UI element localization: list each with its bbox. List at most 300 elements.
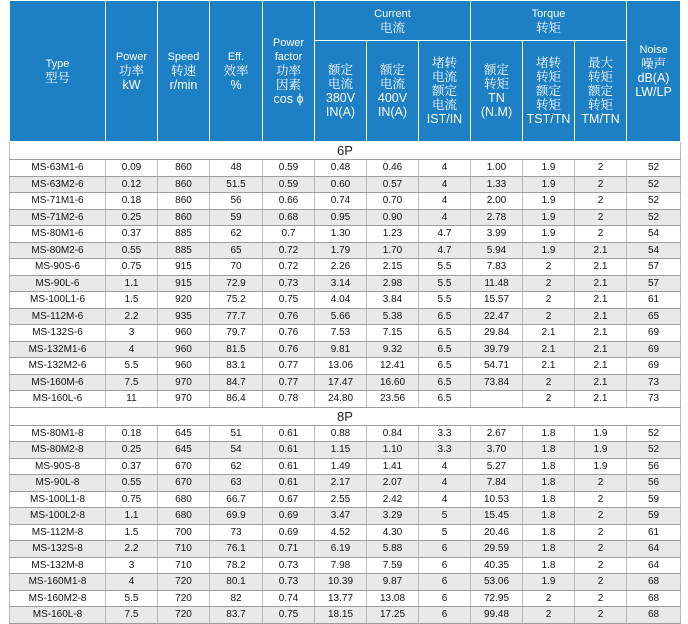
model-cell: MS-132S-6	[10, 325, 106, 342]
header-current-400v: 额定 电流 400V IN(A)	[367, 41, 419, 142]
value-cell: 0.67	[263, 491, 315, 508]
value-cell: 0.18	[106, 425, 158, 442]
value-cell: 79.7	[210, 325, 263, 342]
value-cell: 2.15	[367, 259, 419, 276]
value-cell: 0.73	[263, 275, 315, 292]
value-cell: 9.87	[367, 574, 419, 591]
value-cell	[471, 391, 523, 408]
motor-spec-table-wrapper	[9, 0, 680, 624]
value-cell: 860	[158, 209, 210, 226]
value-cell: 645	[158, 442, 210, 459]
value-cell: 29.84	[471, 325, 523, 342]
value-cell: 2.78	[471, 209, 523, 226]
value-cell: 59	[210, 209, 263, 226]
value-cell: 12.41	[367, 358, 419, 375]
value-cell: 76.1	[210, 541, 263, 558]
value-cell: 0.69	[263, 524, 315, 541]
value-cell: 51	[210, 425, 263, 442]
value-cell: 2.67	[471, 425, 523, 442]
value-cell: 1.30	[315, 226, 367, 243]
value-cell: 860	[158, 193, 210, 210]
table-row	[10, 425, 681, 442]
value-cell: 13.06	[315, 358, 367, 375]
value-cell: 52	[627, 442, 681, 459]
model-cell: MS-71M2-6	[10, 209, 106, 226]
value-cell: 0.95	[315, 209, 367, 226]
model-cell: MS-80M2-6	[10, 242, 106, 259]
value-cell: 2.98	[367, 275, 419, 292]
value-cell: 77.7	[210, 308, 263, 325]
value-cell: 0.75	[106, 491, 158, 508]
value-cell: 1.8	[523, 508, 575, 525]
value-cell: 3	[106, 557, 158, 574]
value-cell: 4	[419, 160, 471, 177]
value-cell: 7.84	[471, 475, 523, 492]
table-body	[10, 142, 681, 624]
value-cell: 0.76	[263, 325, 315, 342]
value-cell: 1.8	[523, 557, 575, 574]
table-row	[10, 475, 681, 492]
value-cell: 48	[210, 160, 263, 177]
value-cell: 2	[575, 557, 627, 574]
value-cell: 2.1	[575, 391, 627, 408]
value-cell: 2	[575, 541, 627, 558]
value-cell: 64	[627, 541, 681, 558]
value-cell: 0.59	[263, 176, 315, 193]
table-row	[10, 209, 681, 226]
model-cell: MS-160L-8	[10, 607, 106, 624]
value-cell: 2	[575, 607, 627, 624]
value-cell: 72.95	[471, 590, 523, 607]
value-cell: 5.5	[419, 275, 471, 292]
value-cell: 23.56	[367, 391, 419, 408]
value-cell: 970	[158, 374, 210, 391]
value-cell: 22.47	[471, 308, 523, 325]
value-cell: 0.75	[263, 607, 315, 624]
table-row	[10, 259, 681, 276]
value-cell: 4.7	[419, 242, 471, 259]
value-cell: 2	[523, 308, 575, 325]
value-cell: 1.5	[106, 292, 158, 309]
value-cell: 1.8	[523, 442, 575, 459]
value-cell: 0.75	[263, 292, 315, 309]
value-cell: 0.76	[263, 341, 315, 358]
value-cell: 0.73	[263, 557, 315, 574]
table-row	[10, 308, 681, 325]
value-cell: 4.52	[315, 524, 367, 541]
value-cell: 0.76	[263, 308, 315, 325]
value-cell: 0.61	[263, 425, 315, 442]
value-cell: 6.5	[419, 374, 471, 391]
value-cell: 39.79	[471, 341, 523, 358]
value-cell: 6.5	[419, 358, 471, 375]
value-cell: 700	[158, 524, 210, 541]
value-cell: 2	[523, 292, 575, 309]
value-cell: 4	[106, 574, 158, 591]
table-row	[10, 508, 681, 525]
value-cell: 680	[158, 508, 210, 525]
value-cell: 0.18	[106, 193, 158, 210]
value-cell: 4.30	[367, 524, 419, 541]
value-cell: 2.42	[367, 491, 419, 508]
value-cell: 68	[627, 574, 681, 591]
value-cell: 0.69	[263, 508, 315, 525]
table-row	[10, 193, 681, 210]
value-cell: 4	[419, 458, 471, 475]
value-cell: 68	[627, 607, 681, 624]
value-cell: 80.1	[210, 574, 263, 591]
value-cell: 1.8	[523, 475, 575, 492]
model-cell: MS-112M-6	[10, 308, 106, 325]
value-cell: 0.25	[106, 209, 158, 226]
value-cell: 1.33	[471, 176, 523, 193]
table-row	[10, 590, 681, 607]
value-cell: 1.70	[367, 242, 419, 259]
value-cell: 5.5	[106, 358, 158, 375]
value-cell: 0.84	[367, 425, 419, 442]
value-cell: 2.26	[315, 259, 367, 276]
model-cell: MS-160M1-8	[10, 574, 106, 591]
value-cell: 1.9	[523, 193, 575, 210]
value-cell: 40.35	[471, 557, 523, 574]
value-cell: 6.5	[419, 325, 471, 342]
value-cell: 7.98	[315, 557, 367, 574]
value-cell: 0.90	[367, 209, 419, 226]
value-cell: 5	[419, 508, 471, 525]
value-cell: 920	[158, 292, 210, 309]
value-cell: 0.46	[367, 160, 419, 177]
header-power: Power 功率 kW	[106, 1, 158, 142]
value-cell: 83.1	[210, 358, 263, 375]
value-cell: 2.1	[575, 242, 627, 259]
value-cell: 0.61	[263, 442, 315, 459]
value-cell: 1.5	[106, 524, 158, 541]
value-cell: 52	[627, 209, 681, 226]
value-cell: 17.47	[315, 374, 367, 391]
value-cell: 62	[210, 226, 263, 243]
model-cell: MS-112M-8	[10, 524, 106, 541]
value-cell: 56	[210, 193, 263, 210]
value-cell: 5.5	[106, 590, 158, 607]
value-cell: 78.2	[210, 557, 263, 574]
value-cell: 64	[627, 557, 681, 574]
value-cell: 0.75	[106, 259, 158, 276]
header-rated-torque: 额定 转矩 TN (N.M)	[471, 41, 523, 142]
value-cell: 4.7	[419, 226, 471, 243]
table-row	[10, 160, 681, 177]
value-cell: 1.9	[523, 574, 575, 591]
value-cell: 935	[158, 308, 210, 325]
value-cell: 5.38	[367, 308, 419, 325]
value-cell: 10.39	[315, 574, 367, 591]
value-cell: 1.9	[523, 160, 575, 177]
value-cell: 61	[627, 292, 681, 309]
value-cell: 18.15	[315, 607, 367, 624]
value-cell: 65	[210, 242, 263, 259]
value-cell: 2.1	[523, 325, 575, 342]
value-cell: 2.2	[106, 308, 158, 325]
value-cell: 6.19	[315, 541, 367, 558]
value-cell: 17.25	[367, 607, 419, 624]
section-row	[10, 142, 681, 160]
value-cell: 0.74	[315, 193, 367, 210]
value-cell: 2.1	[575, 275, 627, 292]
value-cell: 2.2	[106, 541, 158, 558]
value-cell: 73	[210, 524, 263, 541]
value-cell: 960	[158, 325, 210, 342]
value-cell: 1.8	[523, 458, 575, 475]
value-cell: 1.1	[106, 275, 158, 292]
value-cell: 860	[158, 160, 210, 177]
table-row	[10, 391, 681, 408]
value-cell: 3	[106, 325, 158, 342]
model-cell: MS-90S-8	[10, 458, 106, 475]
value-cell: 3.47	[315, 508, 367, 525]
value-cell: 1.41	[367, 458, 419, 475]
value-cell: 670	[158, 475, 210, 492]
value-cell: 2	[575, 209, 627, 226]
model-cell: MS-160M2-8	[10, 590, 106, 607]
value-cell: 1.8	[523, 425, 575, 442]
value-cell: 69.9	[210, 508, 263, 525]
value-cell: 2.1	[523, 341, 575, 358]
value-cell: 84.7	[210, 374, 263, 391]
value-cell: 0.25	[106, 442, 158, 459]
value-cell: 0.77	[263, 358, 315, 375]
value-cell: 2	[575, 524, 627, 541]
value-cell: 61	[627, 524, 681, 541]
value-cell: 99.48	[471, 607, 523, 624]
value-cell: 3.70	[471, 442, 523, 459]
value-cell: 3.14	[315, 275, 367, 292]
value-cell: 2.1	[523, 358, 575, 375]
value-cell: 63	[210, 475, 263, 492]
value-cell: 0.60	[315, 176, 367, 193]
value-cell: 16.60	[367, 374, 419, 391]
value-cell: 1.8	[523, 524, 575, 541]
value-cell: 2.1	[575, 308, 627, 325]
value-cell: 13.77	[315, 590, 367, 607]
table-row	[10, 557, 681, 574]
value-cell: 3.29	[367, 508, 419, 525]
value-cell: 57	[627, 259, 681, 276]
value-cell: 0.12	[106, 176, 158, 193]
value-cell: 68	[627, 590, 681, 607]
value-cell: 680	[158, 491, 210, 508]
table-row	[10, 442, 681, 459]
value-cell: 720	[158, 607, 210, 624]
value-cell: 2	[523, 259, 575, 276]
value-cell: 2.1	[575, 292, 627, 309]
value-cell: 65	[627, 308, 681, 325]
model-cell: MS-160L-6	[10, 391, 106, 408]
section-label: 8P	[10, 407, 681, 425]
model-cell: MS-63M2-6	[10, 176, 106, 193]
value-cell: 82	[210, 590, 263, 607]
value-cell: 915	[158, 259, 210, 276]
value-cell: 73	[627, 391, 681, 408]
value-cell: 1.10	[367, 442, 419, 459]
value-cell: 1.49	[315, 458, 367, 475]
value-cell: 83.7	[210, 607, 263, 624]
model-cell: MS-71M1-6	[10, 193, 106, 210]
section-label: 6P	[10, 142, 681, 160]
value-cell: 0.09	[106, 160, 158, 177]
table-row	[10, 292, 681, 309]
value-cell: 81.5	[210, 341, 263, 358]
value-cell: 52	[627, 176, 681, 193]
value-cell: 69	[627, 325, 681, 342]
value-cell: 0.48	[315, 160, 367, 177]
header-efficiency: Eff. 效率 %	[210, 1, 263, 142]
value-cell: 1.8	[523, 491, 575, 508]
value-cell: 4	[419, 475, 471, 492]
model-cell: MS-100L1-8	[10, 491, 106, 508]
value-cell: 72.9	[210, 275, 263, 292]
value-cell: 2	[523, 607, 575, 624]
value-cell: 7.5	[106, 374, 158, 391]
value-cell: 7.15	[367, 325, 419, 342]
value-cell: 960	[158, 341, 210, 358]
value-cell: 1.79	[315, 242, 367, 259]
value-cell: 11.48	[471, 275, 523, 292]
value-cell: 75.2	[210, 292, 263, 309]
table-row	[10, 176, 681, 193]
table-row	[10, 275, 681, 292]
value-cell: 6.5	[419, 391, 471, 408]
header-power-factor: Power factor 功率 因素 cos ϕ	[263, 1, 315, 142]
model-cell: MS-90L-8	[10, 475, 106, 492]
value-cell: 1.1	[106, 508, 158, 525]
value-cell: 7.53	[315, 325, 367, 342]
value-cell: 5.27	[471, 458, 523, 475]
model-cell: MS-100L1-6	[10, 292, 106, 309]
value-cell: 7.83	[471, 259, 523, 276]
value-cell: 1.9	[523, 209, 575, 226]
value-cell: 51.5	[210, 176, 263, 193]
value-cell: 9.81	[315, 341, 367, 358]
value-cell: 4.04	[315, 292, 367, 309]
value-cell: 6.5	[419, 308, 471, 325]
value-cell: 3.3	[419, 442, 471, 459]
value-cell: 0.68	[263, 209, 315, 226]
value-cell: 3.3	[419, 425, 471, 442]
value-cell: 970	[158, 391, 210, 408]
value-cell: 59	[627, 508, 681, 525]
value-cell: 59	[627, 491, 681, 508]
value-cell: 1.15	[315, 442, 367, 459]
value-cell: 720	[158, 590, 210, 607]
value-cell: 56	[627, 475, 681, 492]
value-cell: 710	[158, 541, 210, 558]
value-cell: 4	[419, 193, 471, 210]
value-cell: 73.84	[471, 374, 523, 391]
model-cell: MS-80M2-8	[10, 442, 106, 459]
value-cell: 1.8	[523, 541, 575, 558]
value-cell: 0.61	[263, 475, 315, 492]
value-cell: 5.66	[315, 308, 367, 325]
value-cell: 3.84	[367, 292, 419, 309]
value-cell: 13.08	[367, 590, 419, 607]
value-cell: 2	[575, 176, 627, 193]
value-cell: 0.72	[263, 242, 315, 259]
table-row	[10, 358, 681, 375]
value-cell: 57	[627, 275, 681, 292]
value-cell: 29.59	[471, 541, 523, 558]
value-cell: 2.1	[575, 325, 627, 342]
model-cell: MS-160M-6	[10, 374, 106, 391]
header-max-torque: 最大 转矩 额定 转矩 TM/TN	[575, 41, 627, 142]
value-cell: 2	[575, 226, 627, 243]
value-cell: 1.00	[471, 160, 523, 177]
value-cell: 0.74	[263, 590, 315, 607]
value-cell: 6	[419, 541, 471, 558]
value-cell: 2	[523, 275, 575, 292]
value-cell: 2.55	[315, 491, 367, 508]
value-cell: 0.72	[263, 259, 315, 276]
value-cell: 710	[158, 557, 210, 574]
value-cell: 960	[158, 358, 210, 375]
value-cell: 6	[419, 607, 471, 624]
value-cell: 6	[419, 574, 471, 591]
value-cell: 2	[575, 475, 627, 492]
header-noise: Noise 噪声 dB(A) LW/LP	[627, 1, 681, 142]
value-cell: 0.88	[315, 425, 367, 442]
header-speed: Speed 转速 r/min	[158, 1, 210, 142]
value-cell: 1.9	[523, 176, 575, 193]
value-cell: 52	[627, 160, 681, 177]
value-cell: 66.7	[210, 491, 263, 508]
value-cell: 1.9	[575, 425, 627, 442]
value-cell: 2	[575, 590, 627, 607]
value-cell: 915	[158, 275, 210, 292]
model-cell: MS-100L2-8	[10, 508, 106, 525]
value-cell: 24.80	[315, 391, 367, 408]
value-cell: 2.1	[575, 341, 627, 358]
value-cell: 0.78	[263, 391, 315, 408]
table-header	[10, 1, 681, 142]
motor-spec-table	[9, 0, 681, 624]
value-cell: 2	[523, 391, 575, 408]
table-row	[10, 524, 681, 541]
value-cell: 20.46	[471, 524, 523, 541]
value-cell: 2	[575, 193, 627, 210]
value-cell: 2	[575, 491, 627, 508]
model-cell: MS-132M-8	[10, 557, 106, 574]
value-cell: 52	[627, 193, 681, 210]
value-cell: 670	[158, 458, 210, 475]
value-cell: 2	[575, 160, 627, 177]
value-cell: 0.37	[106, 458, 158, 475]
value-cell: 1.9	[575, 442, 627, 459]
value-cell: 0.7	[263, 226, 315, 243]
value-cell: 54	[210, 442, 263, 459]
table-row	[10, 541, 681, 558]
value-cell: 54	[627, 226, 681, 243]
table-row	[10, 341, 681, 358]
value-cell: 2.1	[575, 259, 627, 276]
value-cell: 0.57	[367, 176, 419, 193]
value-cell: 0.71	[263, 541, 315, 558]
value-cell: 11	[106, 391, 158, 408]
value-cell: 56	[627, 458, 681, 475]
value-cell: 645	[158, 425, 210, 442]
value-cell: 2.00	[471, 193, 523, 210]
value-cell: 0.59	[263, 160, 315, 177]
value-cell: 5.5	[419, 292, 471, 309]
value-cell: 0.55	[106, 475, 158, 492]
value-cell: 2.1	[575, 374, 627, 391]
